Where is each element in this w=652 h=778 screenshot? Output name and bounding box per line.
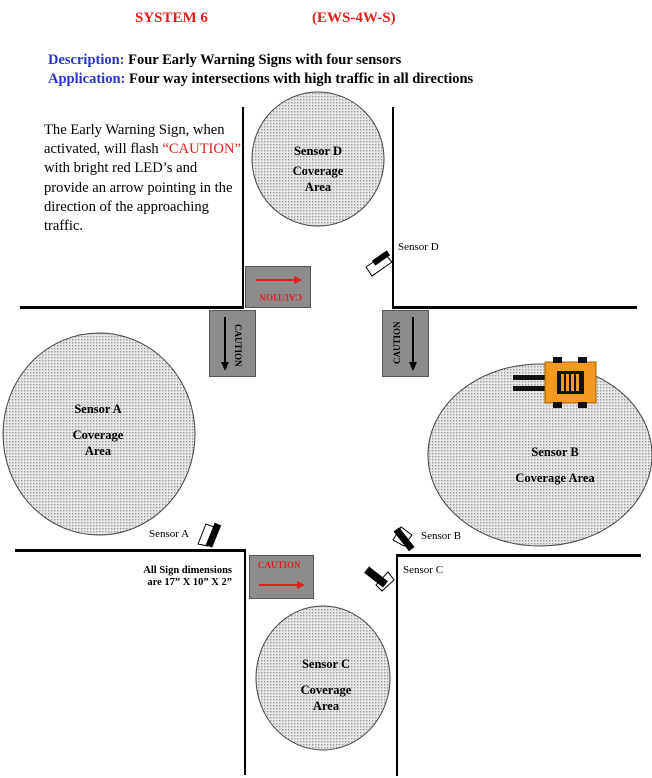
sensor-b-label: Sensor B — [421, 530, 462, 542]
sensor-c-coverage-line2: Area — [312, 699, 340, 713]
application-label: Application: — [48, 71, 126, 87]
sensor-b-coverage-label — [490, 444, 620, 486]
description-text: Four Early Warning Signs with four sensors — [128, 52, 402, 68]
sensor-c-coverage-label — [276, 656, 376, 714]
sign-west-caution-text: CAUTION — [233, 324, 243, 367]
road-bottom-right-vertical — [396, 554, 398, 776]
sensor-a-coverage-title: Sensor A — [74, 402, 122, 416]
sensor-d-label: Sensor D — [398, 241, 439, 253]
sensor-c-device — [364, 566, 394, 591]
sensor-b-device — [393, 527, 415, 551]
sensor-a-coverage-line1: Coverage — [72, 428, 124, 442]
arrow-down-icon — [220, 317, 230, 371]
sensor-c-coverage-line1: Coverage — [300, 683, 352, 697]
road-upper-left-horizontal — [20, 306, 244, 309]
intro-before: The Early Warning Sign, when activated, will flash — [44, 122, 225, 158]
sign-west-vertical — [209, 310, 256, 377]
sign-east-vertical — [382, 310, 429, 377]
intro-after: with bright red LED’s and provide an arrow pointing in the direction of the approaching traffic. — [44, 160, 233, 235]
application-text: Four way intersections with high traffic in all directions — [128, 71, 474, 87]
sensor-d-coverage-line2: Area — [304, 180, 332, 194]
road-lower-right-horizontal — [396, 554, 641, 557]
sensor-a-label: Sensor A — [149, 528, 190, 540]
system-code: (EWS-4W-S) — [312, 10, 396, 26]
road-upper-right-horizontal — [392, 306, 637, 309]
arrow-down-icon — [408, 317, 418, 371]
road-top-left-vertical — [242, 107, 244, 309]
sensor-c-coverage-title: Sensor C — [301, 657, 351, 671]
sensor-a-device — [198, 523, 221, 548]
sign-dimensions-line2: are 17” X 10” X 2” — [147, 577, 232, 588]
road-lower-left-horizontal — [15, 549, 245, 552]
description-label: Description: — [48, 52, 125, 68]
sensor-d-device — [366, 250, 392, 276]
arrow-right-icon — [259, 580, 305, 590]
sensor-d-coverage-label — [268, 143, 368, 195]
sign-north-horizontal — [245, 266, 311, 308]
sign-dimensions-note — [110, 565, 232, 589]
sensor-d-coverage-title: Sensor D — [293, 144, 343, 158]
sign-south-caution-text: CAUTION — [258, 560, 301, 570]
sign-east-caution-text: CAUTION — [392, 321, 402, 364]
sensor-d-coverage-line1: Coverage — [292, 164, 344, 178]
sensor-b-coverage-line1: Coverage Area — [515, 471, 595, 485]
intro-caution: “CAUTION” — [162, 141, 241, 158]
road-top-right-vertical — [392, 107, 394, 309]
road-bottom-left-vertical — [244, 549, 246, 775]
arrow-right-icon — [256, 275, 302, 285]
sign-dimensions-line1: All Sign dimensions — [143, 565, 232, 576]
sensor-c-label: Sensor C — [403, 564, 444, 576]
sensor-a-coverage-line2: Area — [84, 444, 112, 458]
system-title: SYSTEM 6 — [135, 10, 208, 26]
sensor-a-coverage-label — [48, 401, 148, 459]
sensor-b-coverage-title: Sensor B — [531, 445, 579, 459]
sign-south-horizontal — [249, 555, 314, 599]
sign-north-caution-text: CAUTION — [259, 292, 302, 302]
